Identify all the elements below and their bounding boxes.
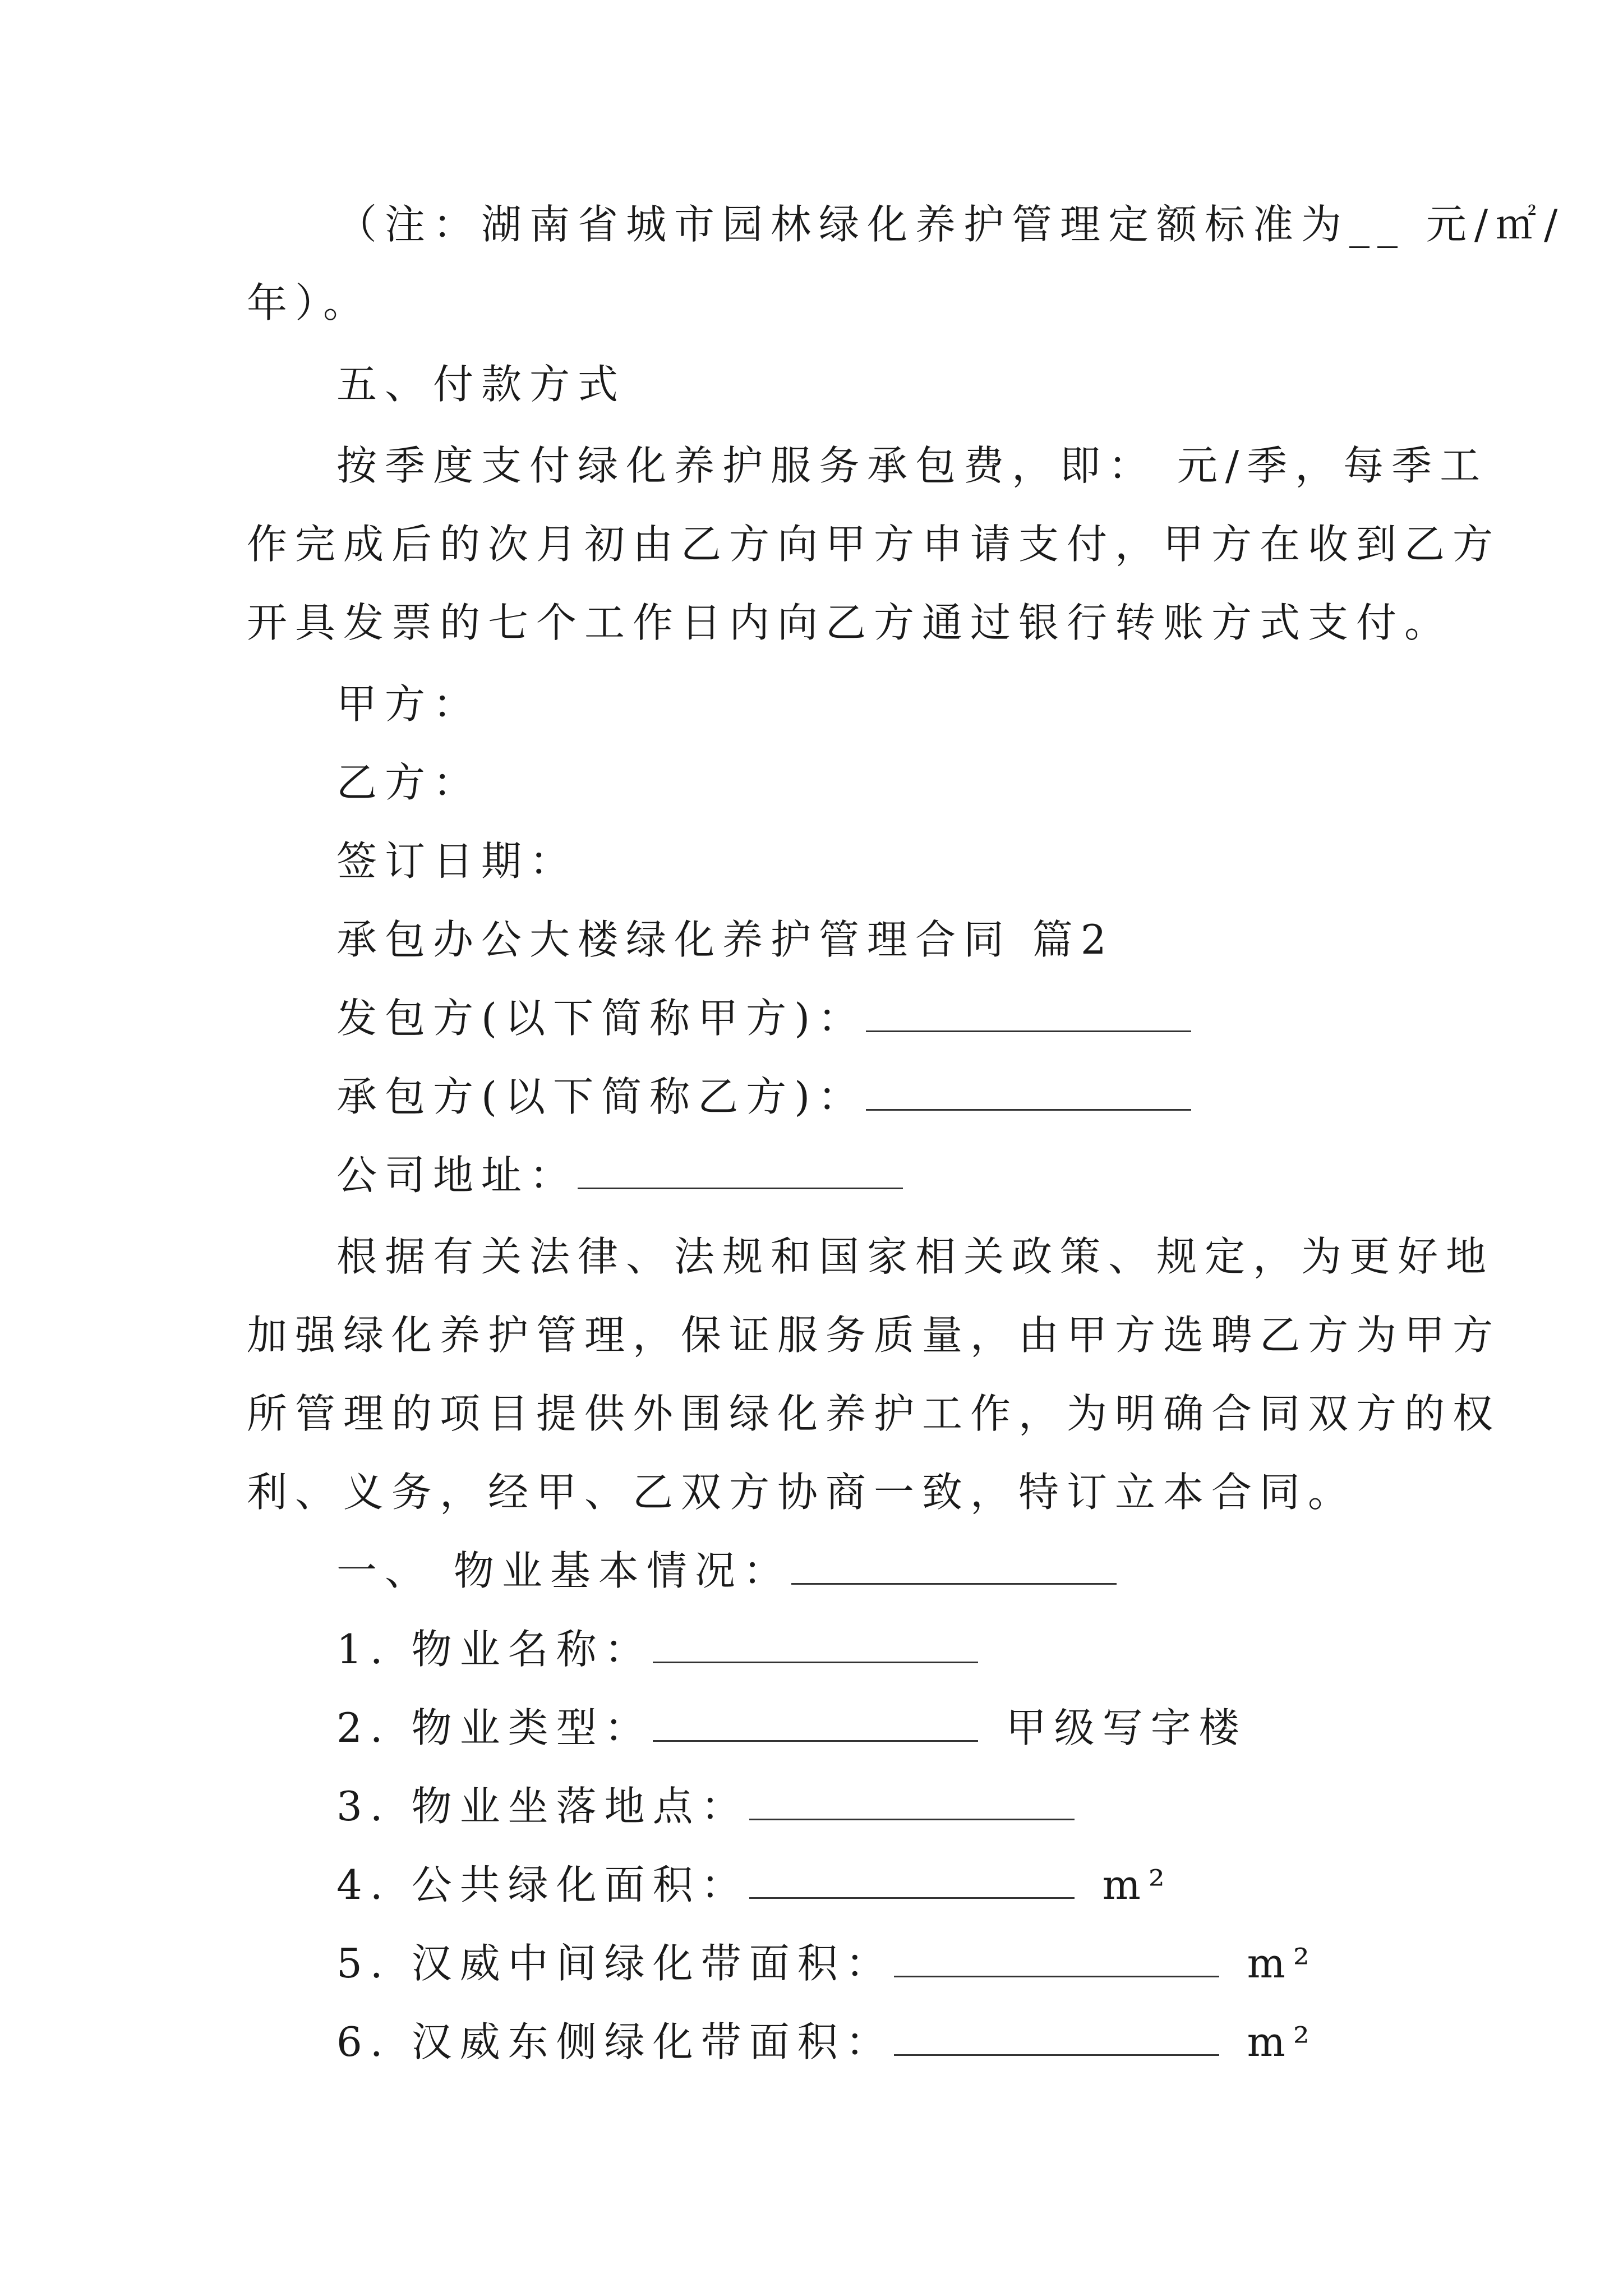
item-label: 2. 物业类型： [336,1704,653,1751]
address-blank [578,1155,903,1189]
item-property-name [336,1621,978,1677]
payment-para-line-1: 按季度支付绿化养护服务承包费，即： 元/季，每季工 [336,442,1488,489]
property-info-label: 一、 物业基本情况： [336,1547,791,1594]
property-info-heading [336,1543,1117,1599]
intro-line-1: 根据有关法律、法规和国家相关政策、规定，为更好地 [336,1233,1495,1280]
address-field [336,1147,903,1203]
item-unit: m² [1102,1861,1173,1908]
item-property-type [336,1700,1247,1756]
item-label: 6. 汉威东侧绿化带面积： [336,2018,894,2065]
signature-party-a: 甲方： [336,680,482,728]
item-label: 4. 公共绿化面积： [336,1861,749,1908]
property-info-blank [791,1550,1117,1585]
intro-line-2: 加强绿化养护管理，保证服务质量，由甲方选聘乙方为甲方 [247,1312,1501,1359]
intro-line-4: 利、义务，经甲、乙双方协商一致，特订立本合同。 [247,1469,1357,1516]
signature-party-b: 乙方： [336,759,482,806]
note-line-1: （注：湖南省城市园林绿化养护管理定额标准为__ 元/㎡/ [336,201,1566,248]
contract-title: 承包办公大楼绿化养护管理合同 篇2 [336,916,1114,963]
item-blank [653,1708,978,1742]
item-property-location [336,1778,1075,1834]
note-line-2: 年）。 [247,279,372,326]
intro-line-3: 所管理的项目提供外围绿化养护工作，为明确合同双方的权 [247,1390,1501,1437]
payment-para-line-2: 作完成后的次月初由乙方向甲方申请支付，甲方在收到乙方 [247,521,1501,568]
item-label: 1. 物业名称： [336,1626,653,1673]
item-east-green-belt-area [336,2014,1317,2070]
item-blank [894,1943,1219,1977]
item-blank [894,2022,1219,2056]
signature-date: 签订日期： [336,838,578,885]
item-middle-green-belt-area [336,1935,1317,1991]
item-blank [749,1865,1075,1899]
issuer-field [336,990,1191,1046]
item-unit: m² [1247,2018,1317,2065]
item-suffix: 甲级写字楼 [1006,1704,1247,1751]
item-blank [653,1629,978,1663]
item-label: 5. 汉威中间绿化带面积： [336,1940,894,1987]
address-label: 公司地址： [336,1152,578,1199]
issuer-blank [866,998,1191,1032]
item-label: 3. 物业坐落地点： [336,1783,749,1830]
item-blank [749,1786,1075,1820]
issuer-label: 发包方(以下简称甲方)： [336,995,866,1042]
section-heading-payment: 五、付款方式 [336,361,626,408]
contractor-blank [866,1076,1191,1111]
payment-para-line-3: 开具发票的七个工作日内向乙方通过银行转账方式支付。 [247,599,1453,646]
contractor-label: 承包方(以下简称乙方)： [336,1073,866,1120]
item-public-green-area [336,1857,1173,1913]
contractor-field [336,1069,1191,1125]
item-unit: m² [1247,1940,1317,1987]
